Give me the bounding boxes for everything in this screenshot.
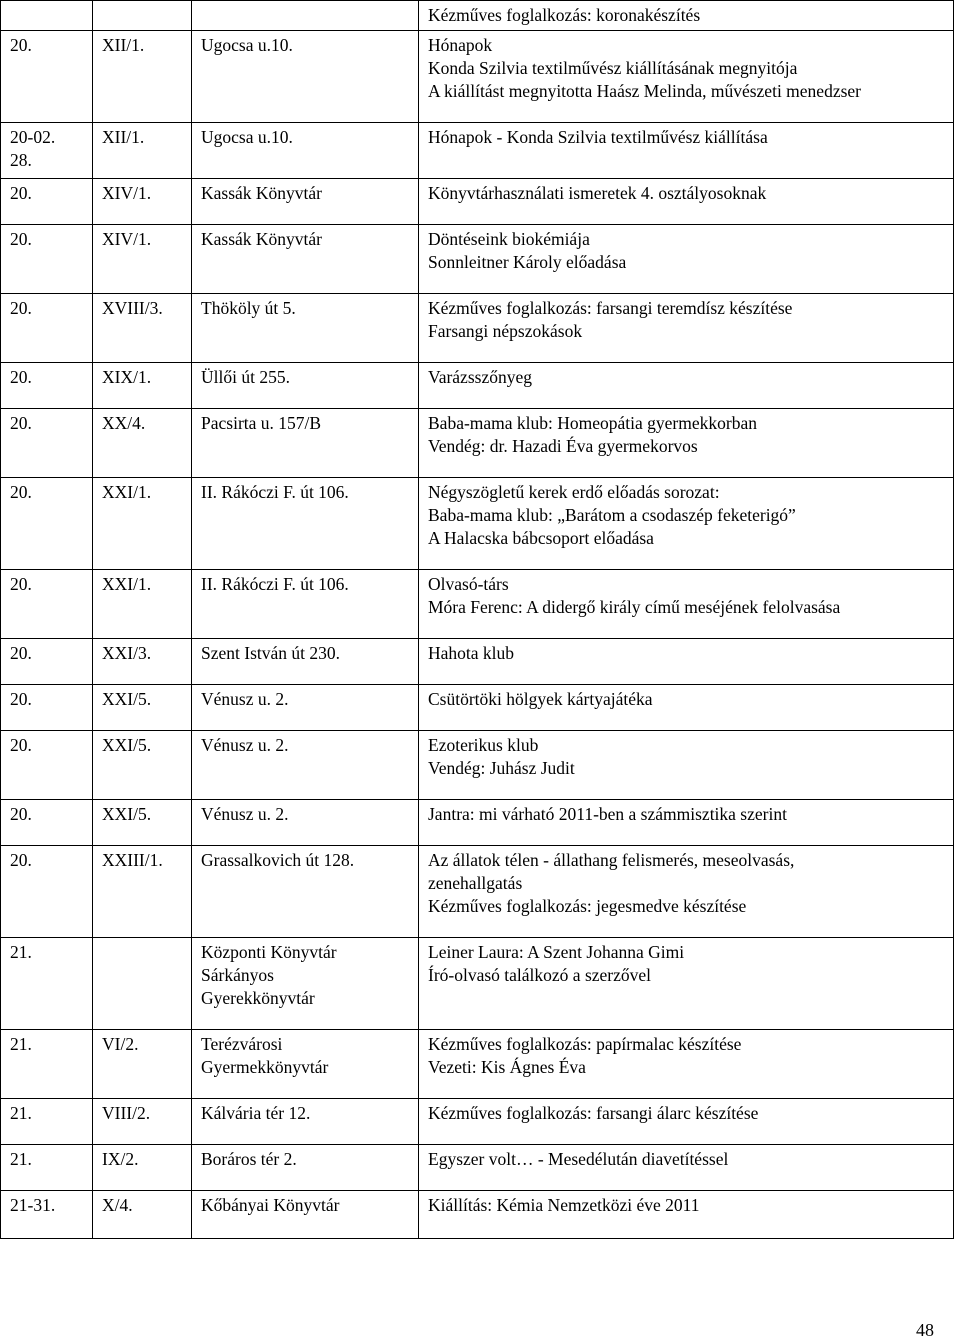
location-cell (192, 1191, 419, 1239)
program-cell (419, 409, 954, 478)
date-text: 20. (10, 643, 32, 663)
date-cell (1, 1099, 93, 1145)
program-cell (419, 1191, 954, 1239)
location-cell (192, 1099, 419, 1145)
district-text: XXIII/1. (102, 850, 163, 870)
table-row (1, 123, 954, 179)
location-cell (192, 846, 419, 938)
table-row (1, 685, 954, 731)
district-text: XXI/1. (102, 482, 152, 502)
program-cell (419, 938, 954, 1030)
program-text: Jantra: mi várható 2011-ben a számmisztika szerint (428, 804, 787, 824)
table-row (1, 938, 954, 1030)
table-row (1, 179, 954, 225)
program-text: Kézműves foglalkozás: papírmalac készítése (428, 1034, 742, 1054)
program-text: Ezoterikus klub (428, 735, 539, 755)
date-text: 20. (10, 298, 32, 318)
program-text: Kézműves foglalkozás: jegesmedve készítése (428, 896, 747, 916)
district-cell (93, 1, 192, 31)
location-text: Boráros tér 2. (201, 1149, 297, 1169)
date-text: 20. (10, 229, 32, 249)
location-cell (192, 1145, 419, 1191)
date-cell (1, 179, 93, 225)
district-text: XX/4. (102, 413, 146, 433)
location-text: Ugocsa u.10. (201, 35, 293, 55)
program-cell (419, 846, 954, 938)
district-text: XIV/1. (102, 183, 152, 203)
program-text: Kézműves foglalkozás: farsangi teremdísz készítése (428, 298, 793, 318)
location-text: Vénusz u. 2. (201, 689, 289, 709)
program-text: Sonnleitner Károly előadása (428, 252, 627, 272)
district-cell (93, 179, 192, 225)
location-text: Vénusz u. 2. (201, 735, 289, 755)
date-text: 21. (10, 1149, 32, 1169)
location-text: Grassalkovich út 128. (201, 850, 355, 870)
date-cell (1, 363, 93, 409)
location-cell (192, 31, 419, 123)
table-row (1, 1030, 954, 1099)
date-text: 21. (10, 942, 32, 962)
program-text: Leiner Laura: A Szent Johanna Gimi (428, 942, 685, 962)
date-cell (1, 938, 93, 1030)
location-text: Vénusz u. 2. (201, 804, 289, 824)
table-row (1, 225, 954, 294)
program-cell (419, 363, 954, 409)
district-text: VIII/2. (102, 1103, 151, 1123)
district-cell (93, 409, 192, 478)
program-text: Vezeti: Kis Ágnes Éva (428, 1057, 586, 1077)
program-text: Móra Ferenc: A didergő király című meséjének felolvasása (428, 597, 841, 617)
program-text: Négyszögletű kerek erdő előadás sorozat: (428, 482, 720, 502)
date-text: 20. (10, 850, 32, 870)
location-text: Thököly út 5. (201, 298, 296, 318)
date-cell (1, 1030, 93, 1099)
program-text: Vendég: Juhász Judit (428, 758, 575, 778)
district-text: XXI/5. (102, 735, 152, 755)
district-text: VI/2. (102, 1034, 139, 1054)
date-cell (1, 800, 93, 846)
program-text: Hahota klub (428, 643, 515, 663)
events-table-body (1, 1, 954, 1239)
location-text: Központi Könyvtár (201, 942, 337, 962)
date-text: 21. (10, 1034, 32, 1054)
date-text: 20. (10, 183, 32, 203)
date-text: 20. (10, 804, 32, 824)
district-cell (93, 1191, 192, 1239)
program-cell (419, 800, 954, 846)
district-cell (93, 1030, 192, 1099)
date-cell (1, 225, 93, 294)
program-cell (419, 1, 954, 31)
program-text: Egyszer volt… - Mesedélután diavetítéssel (428, 1149, 729, 1169)
date-text: 21. (10, 1103, 32, 1123)
table-row (1, 1145, 954, 1191)
date-cell (1, 1, 93, 31)
location-text: Pacsirta u. 157/B (201, 413, 322, 433)
date-text: 20. (10, 689, 32, 709)
program-text: Hónapok - Konda Szilvia textilművész kiállítása (428, 127, 768, 147)
district-cell (93, 31, 192, 123)
program-text: Kiállítás: Kémia Nemzetközi éve 2011 (428, 1195, 700, 1215)
district-cell (93, 363, 192, 409)
program-text: Kézműves foglalkozás: koronakészítés (428, 5, 701, 25)
location-cell (192, 731, 419, 800)
district-text: XVIII/3. (102, 298, 163, 318)
location-text: Kassák Könyvtár (201, 183, 323, 203)
date-text: 20. (10, 367, 32, 387)
table-row (1, 478, 954, 570)
program-text: Az állatok télen - állathang felismerés, meseolvasás, (428, 850, 795, 870)
date-cell (1, 478, 93, 570)
date-text: 20-02. (10, 127, 56, 147)
date-cell (1, 570, 93, 639)
program-text: Döntéseink biokémiája (428, 229, 590, 249)
table-row (1, 294, 954, 363)
program-text: Vendég: dr. Hazadi Éva gyermekorvos (428, 436, 698, 456)
program-text: Hónapok (428, 35, 493, 55)
district-cell (93, 731, 192, 800)
program-text: Farsangi népszokások (428, 321, 583, 341)
program-cell (419, 31, 954, 123)
program-text: zenehallgatás (428, 873, 523, 893)
district-text: X/4. (102, 1195, 133, 1215)
district-text: XIX/1. (102, 367, 152, 387)
program-cell (419, 478, 954, 570)
table-row (1, 409, 954, 478)
district-text: XXI/3. (102, 643, 152, 663)
program-text: Olvasó-társ (428, 574, 509, 594)
date-cell (1, 409, 93, 478)
program-text: Író-olvasó találkozó a szerzővel (428, 965, 652, 985)
location-cell (192, 1030, 419, 1099)
district-text: XXI/5. (102, 804, 152, 824)
table-row (1, 1191, 954, 1239)
location-cell (192, 225, 419, 294)
date-text: 21-31. (10, 1195, 56, 1215)
table-row (1, 363, 954, 409)
program-cell (419, 685, 954, 731)
location-cell (192, 363, 419, 409)
program-cell (419, 570, 954, 639)
date-cell (1, 846, 93, 938)
location-text: II. Rákóczi F. út 106. (201, 482, 349, 502)
date-cell (1, 294, 93, 363)
program-text: Varázsszőnyeg (428, 367, 532, 387)
date-cell (1, 685, 93, 731)
location-cell (192, 938, 419, 1030)
location-cell (192, 570, 419, 639)
district-text: XII/1. (102, 127, 145, 147)
district-cell (93, 685, 192, 731)
district-text: IX/2. (102, 1149, 139, 1169)
location-text: Gyermekkönyvtár (201, 1057, 329, 1077)
date-cell (1, 639, 93, 685)
date-text: 20. (10, 482, 32, 502)
program-text: Baba-mama klub: „Barátom a csodaszép feketerigó” (428, 505, 796, 525)
program-cell (419, 731, 954, 800)
table-row (1, 570, 954, 639)
program-text: Kézműves foglalkozás: farsangi álarc készítése (428, 1103, 759, 1123)
date-cell (1, 1191, 93, 1239)
program-text: A Halacska bábcsoport előadása (428, 528, 654, 548)
program-text: A kiállítást megnyitotta Haász Melinda, művészeti menedzser (428, 81, 861, 101)
program-cell (419, 294, 954, 363)
program-cell (419, 1030, 954, 1099)
program-cell (419, 179, 954, 225)
location-cell (192, 123, 419, 179)
date-cell (1, 31, 93, 123)
program-cell (419, 639, 954, 685)
location-cell (192, 1, 419, 31)
district-text: XIV/1. (102, 229, 152, 249)
location-text: Üllői út 255. (201, 367, 290, 387)
district-cell (93, 639, 192, 685)
district-cell (93, 938, 192, 1030)
date-text: 20. (10, 413, 32, 433)
program-cell (419, 225, 954, 294)
location-cell (192, 294, 419, 363)
location-cell (192, 800, 419, 846)
location-text: Szent István út 230. (201, 643, 341, 663)
location-text: II. Rákóczi F. út 106. (201, 574, 349, 594)
page-number: 48 (916, 1320, 934, 1340)
district-cell (93, 294, 192, 363)
district-cell (93, 1145, 192, 1191)
location-text: Kassák Könyvtár (201, 229, 323, 249)
district-cell (93, 1099, 192, 1145)
location-text: Sárkányos (201, 965, 274, 985)
program-cell (419, 1145, 954, 1191)
date-text: 20. (10, 735, 32, 755)
date-cell (1, 731, 93, 800)
district-text: XII/1. (102, 35, 145, 55)
district-text: XXI/1. (102, 574, 152, 594)
table-row (1, 800, 954, 846)
location-cell (192, 179, 419, 225)
location-cell (192, 685, 419, 731)
location-cell (192, 409, 419, 478)
district-cell (93, 123, 192, 179)
date-text: 20. (10, 35, 32, 55)
program-text: Csütörtöki hölgyek kártyajátéka (428, 689, 653, 709)
program-text: Könyvtárhasználati ismeretek 4. osztályosoknak (428, 183, 767, 203)
district-text: XXI/5. (102, 689, 152, 709)
table-row (1, 731, 954, 800)
program-text: Konda Szilvia textilművész kiállításának megnyitója (428, 58, 798, 78)
program-cell (419, 1099, 954, 1145)
district-cell (93, 846, 192, 938)
table-row (1, 31, 954, 123)
location-cell (192, 639, 419, 685)
date-cell (1, 1145, 93, 1191)
district-cell (93, 225, 192, 294)
district-cell (93, 478, 192, 570)
date-text: 20. (10, 574, 32, 594)
table-row (1, 1, 954, 31)
table-row (1, 846, 954, 938)
table-row (1, 639, 954, 685)
location-text: Kálvária tér 12. (201, 1103, 311, 1123)
location-text: Terézvárosi (201, 1034, 283, 1054)
program-cell (419, 123, 954, 179)
location-text: Gyerekkönyvtár (201, 988, 315, 1008)
district-cell (93, 570, 192, 639)
program-text: Baba-mama klub: Homeopátia gyermekkorban (428, 413, 757, 433)
location-text: Ugocsa u.10. (201, 127, 293, 147)
table-row (1, 1099, 954, 1145)
district-cell (93, 800, 192, 846)
location-cell (192, 478, 419, 570)
date-cell (1, 123, 93, 179)
date-text: 28. (10, 150, 32, 170)
location-text: Kőbányai Könyvtár (201, 1195, 340, 1215)
